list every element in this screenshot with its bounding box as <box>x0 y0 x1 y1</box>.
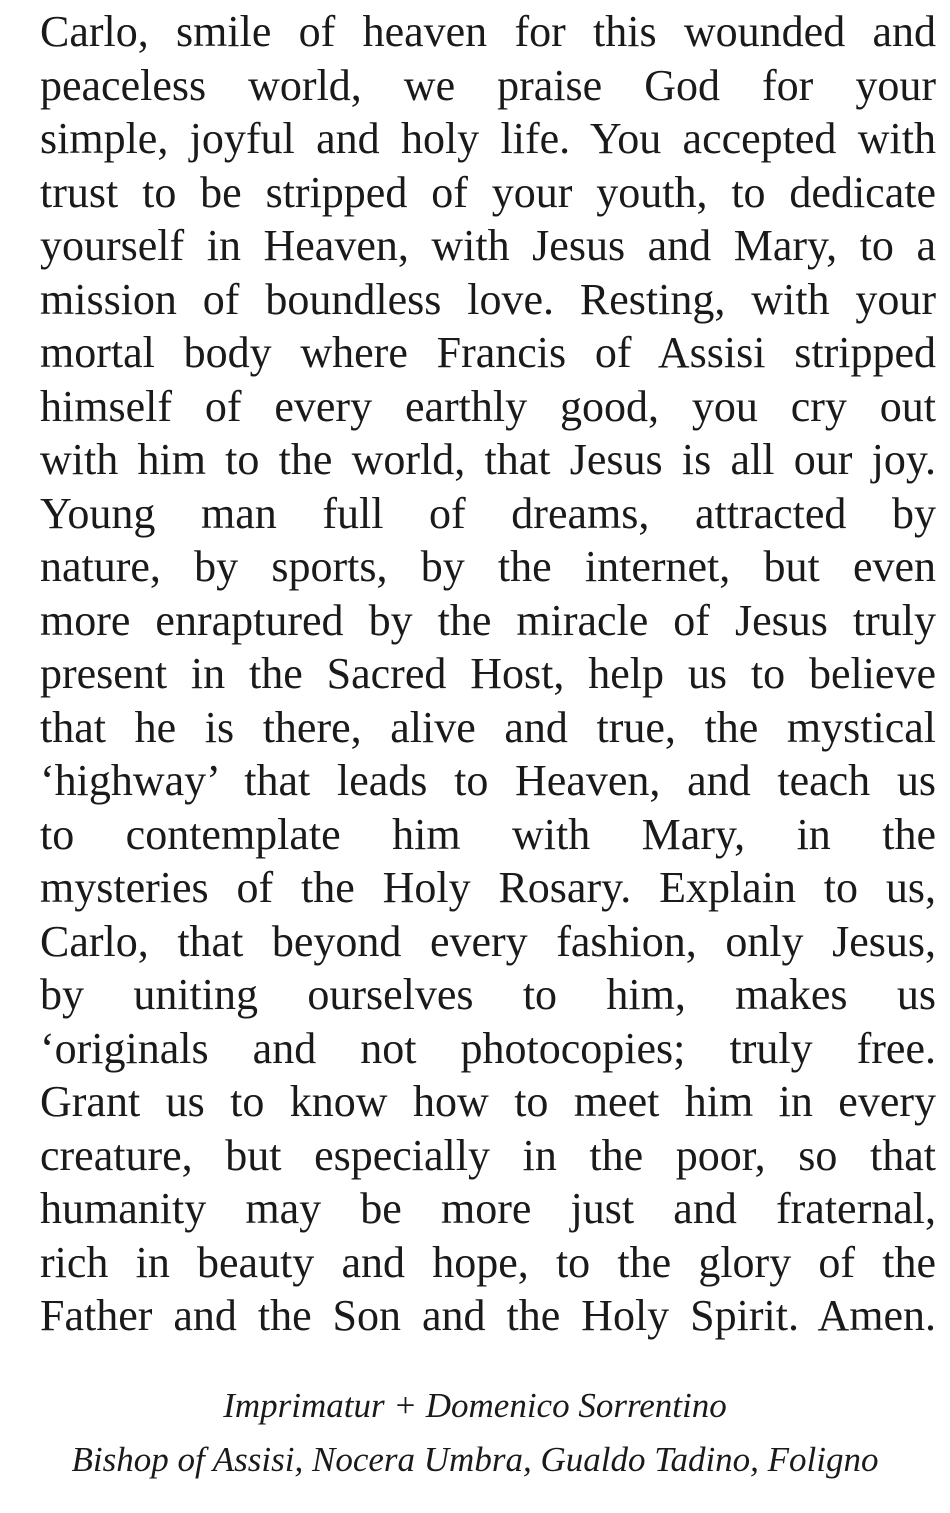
prayer-line: Young man full of dreams, attracted by <box>40 488 936 538</box>
prayer-line: mysteries of the Holy Rosary. Explain to us, <box>40 863 936 912</box>
prayer-line: creature, but especially in the poor, so that <box>40 1130 936 1180</box>
prayer-line: present in the Sacred Host, help us to believe <box>40 649 936 698</box>
prayer-line: to contemplate him with Mary, in the <box>40 809 936 859</box>
prayer-line: that he is there, alive and true, the mystical <box>40 702 936 752</box>
prayer-line: with him to the world, that Jesus is all our joy. <box>40 435 936 484</box>
prayer-line: nature, by sports, by the internet, but even <box>40 542 936 591</box>
bishop-line: Bishop of Assisi, Nocera Umbra, Gualdo Tadino, Foligno <box>71 1439 879 1479</box>
prayer-line: peaceless world, we praise God for your <box>40 60 936 110</box>
prayer-line: by uniting ourselves to him, makes us <box>40 970 936 1019</box>
prayer-line: Grant us to know how to meet him in every <box>40 1077 936 1126</box>
prayer-line: trust to be stripped of your youth, to dedicate <box>40 167 936 217</box>
prayer-line: ‘originals and not photocopies; truly free. <box>40 1023 936 1073</box>
prayer-line: simple, joyful and holy life. You accepted with <box>40 114 936 163</box>
prayer-line: yourself in Heaven, with Jesus and Mary, to a <box>40 221 936 270</box>
prayer-line: more enraptured by the miracle of Jesus truly <box>40 595 936 645</box>
prayer-line: rich in beauty and hope, to the glory of the <box>40 1237 936 1287</box>
prayer-line: mortal body where Francis of Assisi stripped <box>40 328 936 377</box>
imprimatur-line: Imprimatur + Domenico Sorrentino <box>223 1385 727 1425</box>
prayer-line: mission of boundless love. Resting, with your <box>40 274 936 324</box>
prayer-line: himself of every earthly good, you cry out <box>40 381 936 431</box>
prayer-line: Carlo, smile of heaven for this wounded and <box>40 7 936 56</box>
prayer-line: ‘highway’ that leads to Heaven, and teach us <box>40 756 936 805</box>
prayer-line: Carlo, that beyond every fashion, only Jesus, <box>40 916 936 966</box>
prayer-text <box>40 0 936 1343</box>
imprimatur-block <box>0 1379 950 1487</box>
prayer-line: humanity may be more just and fraternal, <box>40 1184 936 1233</box>
prayer-line: Father and the Son and the Holy Spirit. Amen. <box>40 1291 936 1340</box>
